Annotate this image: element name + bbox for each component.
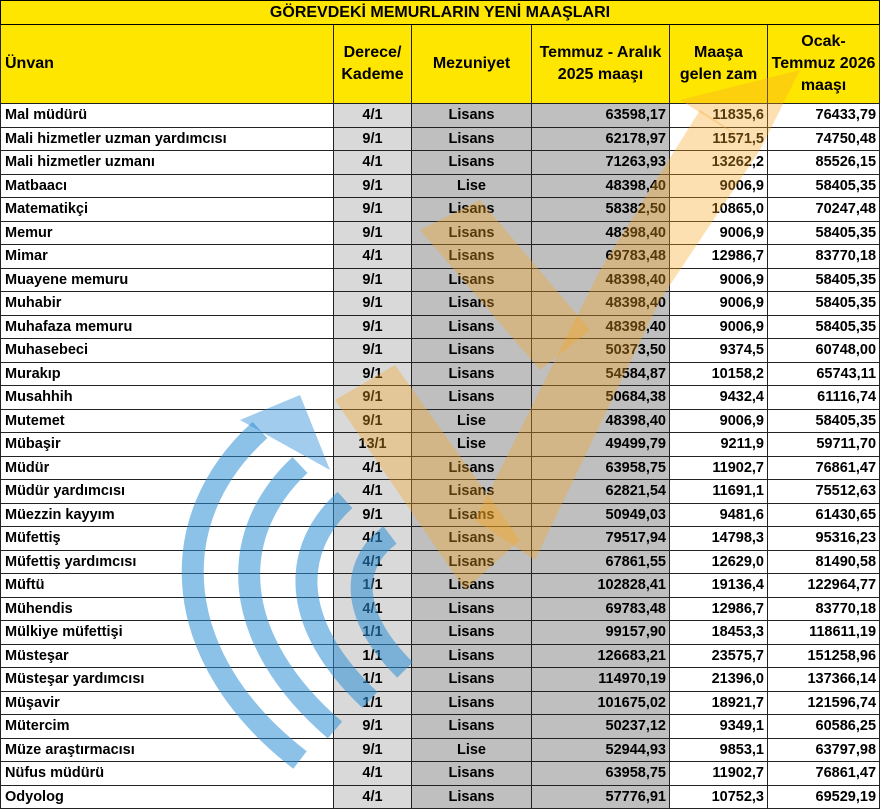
cell-zam: 19136,4 xyxy=(670,574,768,598)
cell-mezuniyet: Lise xyxy=(412,738,532,762)
cell-derece: 4/1 xyxy=(334,104,412,128)
cell-ocak: 118611,19 xyxy=(768,621,880,645)
cell-ocak: 60586,25 xyxy=(768,715,880,739)
cell-derece: 4/1 xyxy=(334,480,412,504)
table-row xyxy=(1,456,880,480)
cell-temmuz: 99157,90 xyxy=(532,621,670,645)
cell-temmuz: 79517,94 xyxy=(532,527,670,551)
cell-unvan: Odyolog xyxy=(1,785,334,809)
cell-derece: 4/1 xyxy=(334,245,412,269)
cell-ocak: 95316,23 xyxy=(768,527,880,551)
cell-ocak: 81490,58 xyxy=(768,550,880,574)
cell-unvan: Mimar xyxy=(1,245,334,269)
cell-temmuz: 57776,91 xyxy=(532,785,670,809)
table-row xyxy=(1,527,880,551)
cell-temmuz: 50237,12 xyxy=(532,715,670,739)
table-row xyxy=(1,151,880,175)
cell-unvan: Müezzin kayyım xyxy=(1,503,334,527)
cell-ocak: 58405,35 xyxy=(768,315,880,339)
cell-unvan: Muhafaza memuru xyxy=(1,315,334,339)
cell-derece: 9/1 xyxy=(334,292,412,316)
cell-zam: 9853,1 xyxy=(670,738,768,762)
cell-unvan: Müsteşar yardımcısı xyxy=(1,668,334,692)
cell-temmuz: 101675,02 xyxy=(532,691,670,715)
cell-temmuz: 52944,93 xyxy=(532,738,670,762)
cell-ocak: 75512,63 xyxy=(768,480,880,504)
cell-zam: 11835,6 xyxy=(670,104,768,128)
cell-derece: 9/1 xyxy=(334,362,412,386)
cell-derece: 9/1 xyxy=(334,503,412,527)
cell-zam: 18453,3 xyxy=(670,621,768,645)
header-ocak: Ocak-Temmuz 2026 maaşı xyxy=(768,25,880,104)
cell-derece: 9/1 xyxy=(334,339,412,363)
cell-temmuz: 50373,50 xyxy=(532,339,670,363)
cell-unvan: Muhabir xyxy=(1,292,334,316)
cell-unvan: Müze araştırmacısı xyxy=(1,738,334,762)
table-row xyxy=(1,762,880,786)
cell-ocak: 65743,11 xyxy=(768,362,880,386)
table-row xyxy=(1,715,880,739)
cell-mezuniyet: Lisans xyxy=(412,480,532,504)
cell-ocak: 60748,00 xyxy=(768,339,880,363)
cell-unvan: Mali hizmetler uzmanı xyxy=(1,151,334,175)
title-row xyxy=(1,1,880,25)
cell-unvan: Muhasebeci xyxy=(1,339,334,363)
table-row xyxy=(1,433,880,457)
cell-derece: 1/1 xyxy=(334,691,412,715)
cell-derece: 4/1 xyxy=(334,151,412,175)
cell-temmuz: 71263,93 xyxy=(532,151,670,175)
cell-zam: 12986,7 xyxy=(670,245,768,269)
cell-unvan: Müftü xyxy=(1,574,334,598)
cell-unvan: Müşavir xyxy=(1,691,334,715)
cell-zam: 9211,9 xyxy=(670,433,768,457)
cell-mezuniyet: Lisans xyxy=(412,268,532,292)
cell-zam: 9006,9 xyxy=(670,292,768,316)
cell-derece: 9/1 xyxy=(334,174,412,198)
cell-ocak: 83770,18 xyxy=(768,597,880,621)
cell-zam: 14798,3 xyxy=(670,527,768,551)
table-row xyxy=(1,503,880,527)
cell-zam: 10158,2 xyxy=(670,362,768,386)
cell-mezuniyet: Lisans xyxy=(412,527,532,551)
cell-zam: 11691,1 xyxy=(670,480,768,504)
cell-zam: 9374,5 xyxy=(670,339,768,363)
cell-mezuniyet: Lisans xyxy=(412,151,532,175)
cell-unvan: Müdür xyxy=(1,456,334,480)
header-zam: Maaşa gelen zam xyxy=(670,25,768,104)
cell-unvan: Memur xyxy=(1,221,334,245)
cell-derece: 9/1 xyxy=(334,738,412,762)
cell-unvan: Mütercim xyxy=(1,715,334,739)
cell-temmuz: 67861,55 xyxy=(532,550,670,574)
cell-mezuniyet: Lisans xyxy=(412,644,532,668)
cell-derece: 13/1 xyxy=(334,433,412,457)
cell-unvan: Murakıp xyxy=(1,362,334,386)
table-row xyxy=(1,574,880,598)
cell-derece: 4/1 xyxy=(334,550,412,574)
cell-zam: 21396,0 xyxy=(670,668,768,692)
cell-unvan: Mali hizmetler uzman yardımcısı xyxy=(1,127,334,151)
header-row xyxy=(1,25,880,104)
cell-ocak: 58405,35 xyxy=(768,221,880,245)
cell-ocak: 122964,77 xyxy=(768,574,880,598)
cell-temmuz: 69783,48 xyxy=(532,245,670,269)
cell-temmuz: 54584,87 xyxy=(532,362,670,386)
cell-derece: 4/1 xyxy=(334,762,412,786)
cell-ocak: 85526,15 xyxy=(768,151,880,175)
cell-zam: 9006,9 xyxy=(670,409,768,433)
cell-ocak: 58405,35 xyxy=(768,268,880,292)
table-row xyxy=(1,644,880,668)
cell-ocak: 76861,47 xyxy=(768,762,880,786)
cell-derece: 1/1 xyxy=(334,621,412,645)
cell-ocak: 58405,35 xyxy=(768,409,880,433)
cell-ocak: 83770,18 xyxy=(768,245,880,269)
cell-derece: 9/1 xyxy=(334,127,412,151)
cell-mezuniyet: Lisans xyxy=(412,574,532,598)
cell-temmuz: 48398,40 xyxy=(532,221,670,245)
cell-ocak: 61116,74 xyxy=(768,386,880,410)
cell-temmuz: 63958,75 xyxy=(532,456,670,480)
cell-temmuz: 48398,40 xyxy=(532,315,670,339)
cell-zam: 11571,5 xyxy=(670,127,768,151)
cell-zam: 9006,9 xyxy=(670,315,768,339)
cell-mezuniyet: Lisans xyxy=(412,221,532,245)
cell-zam: 12986,7 xyxy=(670,597,768,621)
cell-unvan: Muayene memuru xyxy=(1,268,334,292)
cell-zam: 9006,9 xyxy=(670,174,768,198)
cell-mezuniyet: Lisans xyxy=(412,127,532,151)
cell-mezuniyet: Lisans xyxy=(412,503,532,527)
cell-ocak: 58405,35 xyxy=(768,174,880,198)
cell-unvan: Matbaacı xyxy=(1,174,334,198)
table-row xyxy=(1,198,880,222)
header-temmuz: Temmuz - Aralık 2025 maaşı xyxy=(532,25,670,104)
cell-unvan: Matematikçi xyxy=(1,198,334,222)
cell-mezuniyet: Lisans xyxy=(412,198,532,222)
cell-mezuniyet: Lisans xyxy=(412,691,532,715)
cell-unvan: Müdür yardımcısı xyxy=(1,480,334,504)
cell-temmuz: 102828,41 xyxy=(532,574,670,598)
cell-derece: 9/1 xyxy=(334,198,412,222)
table-row xyxy=(1,245,880,269)
cell-mezuniyet: Lisans xyxy=(412,762,532,786)
cell-zam: 23575,7 xyxy=(670,644,768,668)
cell-derece: 1/1 xyxy=(334,644,412,668)
cell-temmuz: 62178,97 xyxy=(532,127,670,151)
cell-zam: 9481,6 xyxy=(670,503,768,527)
header-mezuniyet: Mezuniyet xyxy=(412,25,532,104)
cell-unvan: Mülkiye müfettişi xyxy=(1,621,334,645)
cell-derece: 9/1 xyxy=(334,715,412,739)
cell-derece: 9/1 xyxy=(334,386,412,410)
cell-zam: 11902,7 xyxy=(670,456,768,480)
cell-temmuz: 114970,19 xyxy=(532,668,670,692)
table-row xyxy=(1,386,880,410)
cell-temmuz: 50949,03 xyxy=(532,503,670,527)
table-row xyxy=(1,409,880,433)
cell-derece: 4/1 xyxy=(334,597,412,621)
cell-temmuz: 63958,75 xyxy=(532,762,670,786)
table-row xyxy=(1,362,880,386)
cell-ocak: 69529,19 xyxy=(768,785,880,809)
cell-mezuniyet: Lise xyxy=(412,174,532,198)
table-row xyxy=(1,597,880,621)
cell-zam: 18921,7 xyxy=(670,691,768,715)
table-row xyxy=(1,668,880,692)
cell-ocak: 58405,35 xyxy=(768,292,880,316)
table-row xyxy=(1,480,880,504)
table-row xyxy=(1,550,880,574)
cell-unvan: Nüfus müdürü xyxy=(1,762,334,786)
cell-zam: 12629,0 xyxy=(670,550,768,574)
cell-unvan: Müfettiş xyxy=(1,527,334,551)
cell-derece: 4/1 xyxy=(334,527,412,551)
cell-mezuniyet: Lisans xyxy=(412,339,532,363)
header-derece: Derece/ Kademe xyxy=(334,25,412,104)
cell-unvan: Müsteşar xyxy=(1,644,334,668)
cell-zam: 9349,1 xyxy=(670,715,768,739)
table-row xyxy=(1,268,880,292)
cell-temmuz: 62821,54 xyxy=(532,480,670,504)
cell-derece: 4/1 xyxy=(334,785,412,809)
cell-zam: 9432,4 xyxy=(670,386,768,410)
table-row xyxy=(1,339,880,363)
cell-mezuniyet: Lisans xyxy=(412,386,532,410)
cell-temmuz: 63598,17 xyxy=(532,104,670,128)
cell-temmuz: 49499,79 xyxy=(532,433,670,457)
cell-zam: 10752,3 xyxy=(670,785,768,809)
cell-unvan: Musahhih xyxy=(1,386,334,410)
cell-mezuniyet: Lisans xyxy=(412,785,532,809)
cell-unvan: Mutemet xyxy=(1,409,334,433)
cell-unvan: Mal müdürü xyxy=(1,104,334,128)
cell-temmuz: 50684,38 xyxy=(532,386,670,410)
cell-mezuniyet: Lisans xyxy=(412,621,532,645)
cell-ocak: 121596,74 xyxy=(768,691,880,715)
cell-derece: 9/1 xyxy=(334,315,412,339)
table-row xyxy=(1,174,880,198)
table-row xyxy=(1,315,880,339)
table-row xyxy=(1,104,880,128)
table-row xyxy=(1,292,880,316)
cell-temmuz: 58382,50 xyxy=(532,198,670,222)
cell-temmuz: 126683,21 xyxy=(532,644,670,668)
table-body xyxy=(1,104,880,809)
cell-mezuniyet: Lisans xyxy=(412,550,532,574)
cell-unvan: Mübaşir xyxy=(1,433,334,457)
cell-derece: 4/1 xyxy=(334,456,412,480)
cell-ocak: 61430,65 xyxy=(768,503,880,527)
table-row xyxy=(1,691,880,715)
cell-mezuniyet: Lisans xyxy=(412,292,532,316)
cell-unvan: Mühendis xyxy=(1,597,334,621)
cell-mezuniyet: Lise xyxy=(412,433,532,457)
cell-mezuniyet: Lisans xyxy=(412,315,532,339)
cell-temmuz: 48398,40 xyxy=(532,174,670,198)
table-row xyxy=(1,738,880,762)
cell-derece: 9/1 xyxy=(334,409,412,433)
cell-zam: 9006,9 xyxy=(670,268,768,292)
cell-derece: 9/1 xyxy=(334,268,412,292)
cell-ocak: 63797,98 xyxy=(768,738,880,762)
cell-temmuz: 48398,40 xyxy=(532,409,670,433)
cell-mezuniyet: Lisans xyxy=(412,104,532,128)
cell-ocak: 70247,48 xyxy=(768,198,880,222)
table-row xyxy=(1,785,880,809)
cell-temmuz: 48398,40 xyxy=(532,268,670,292)
cell-temmuz: 69783,48 xyxy=(532,597,670,621)
cell-unvan: Müfettiş yardımcısı xyxy=(1,550,334,574)
cell-zam: 13262,2 xyxy=(670,151,768,175)
cell-ocak: 76433,79 xyxy=(768,104,880,128)
cell-mezuniyet: Lisans xyxy=(412,715,532,739)
cell-derece: 9/1 xyxy=(334,221,412,245)
cell-mezuniyet: Lisans xyxy=(412,456,532,480)
table-row xyxy=(1,127,880,151)
table-row xyxy=(1,221,880,245)
table-row xyxy=(1,621,880,645)
table-title: GÖREVDEKİ MEMURLARIN YENİ MAAŞLARI xyxy=(1,1,880,25)
cell-ocak: 74750,48 xyxy=(768,127,880,151)
cell-zam: 9006,9 xyxy=(670,221,768,245)
cell-derece: 1/1 xyxy=(334,574,412,598)
cell-zam: 10865,0 xyxy=(670,198,768,222)
cell-ocak: 151258,96 xyxy=(768,644,880,668)
cell-mezuniyet: Lisans xyxy=(412,245,532,269)
cell-zam: 11902,7 xyxy=(670,762,768,786)
cell-temmuz: 48398,40 xyxy=(532,292,670,316)
cell-mezuniyet: Lisans xyxy=(412,668,532,692)
cell-mezuniyet: Lisans xyxy=(412,597,532,621)
cell-ocak: 76861,47 xyxy=(768,456,880,480)
cell-ocak: 59711,70 xyxy=(768,433,880,457)
header-unvan: Ünvan xyxy=(1,25,334,104)
cell-mezuniyet: Lisans xyxy=(412,362,532,386)
cell-ocak: 137366,14 xyxy=(768,668,880,692)
cell-derece: 1/1 xyxy=(334,668,412,692)
cell-mezuniyet: Lise xyxy=(412,409,532,433)
